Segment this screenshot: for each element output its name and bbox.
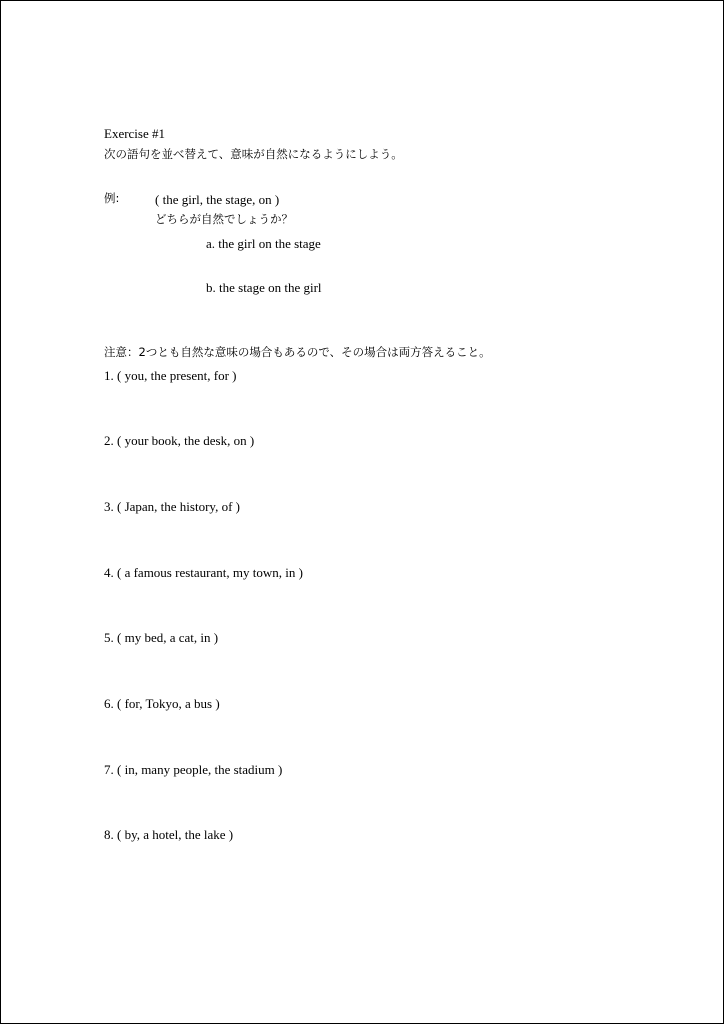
exercise-item: 1. ( you, the present, for ) xyxy=(104,368,237,383)
exercise-title: Exercise #1 xyxy=(104,126,166,141)
exercise-item: 6. ( for, Tokyo, a bus ) xyxy=(104,696,220,711)
exercise-item: 7. ( in, many people, the stadium ) xyxy=(104,762,283,777)
example-option-a: a. the girl on the stage xyxy=(206,236,321,251)
example-label: 例: xyxy=(104,191,120,205)
example-option-b: b. the stage on the girl xyxy=(206,280,322,295)
exercise-item: 4. ( a famous restaurant, my town, in ) xyxy=(104,565,303,580)
exercise-item: 2. ( your book, the desk, on ) xyxy=(104,433,255,448)
exercise-item: 8. ( by, a hotel, the lake ) xyxy=(104,827,234,842)
exercise-item: 3. ( Japan, the history, of ) xyxy=(104,499,240,514)
example-phrase: ( the girl, the stage, on ) xyxy=(155,192,280,207)
instruction-text: 次の語句を並べ替えて、意味が自然になるようにしよう。 xyxy=(104,147,403,161)
example-question: どちらが自然でしょうか？ xyxy=(155,212,293,226)
note-text: 注意：2つとも自然な意味の場合もあるので、その場合は両方答えること。 xyxy=(104,345,491,359)
exercise-item: 5. ( my bed, a cat, in ) xyxy=(104,630,219,645)
